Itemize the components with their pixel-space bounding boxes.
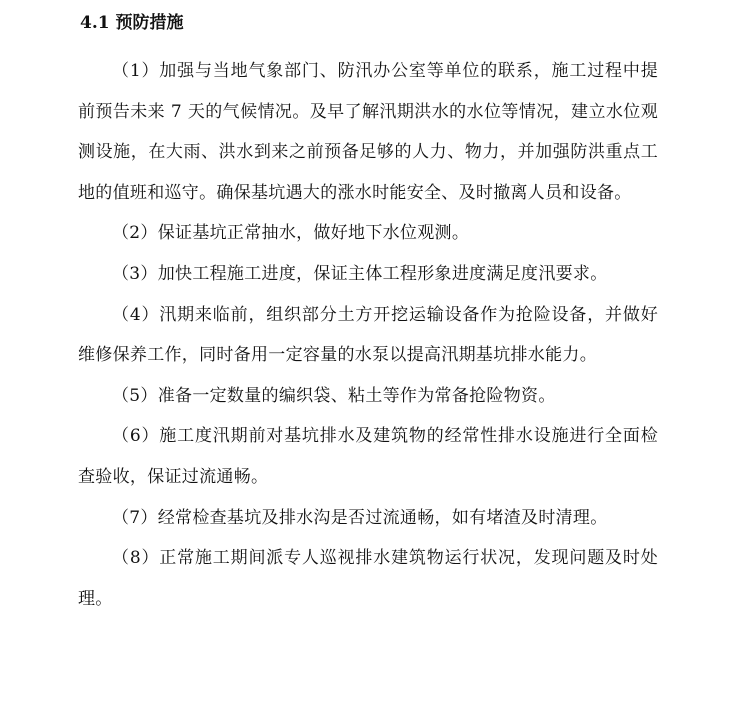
section-heading: 4.1 预防措施 [80, 13, 184, 33]
paragraph-5: （5）准备一定数量的编织袋、粘土等作为常备抢险物资。 [112, 385, 556, 406]
paragraph-6: （6）施工度汛期前对基坑排水及建筑物的经常性排水设施进行全面检查验收，保证过流通畅。 [78, 426, 658, 487]
paragraph-1: （1）加强与当地气象部门、防汛办公室等单位的联系，施工过程中提前预告未来 7 天的气候情况。及早了解汛期洪水的水位等情况，建立水位观测设施，在大雨、洪水到来之前预备足够的人力、物力，并加强防洪重点工地的值班和巡守。确保基坑遇大的涨水时能安全、及时撤离人员和设备。 [78, 61, 658, 203]
paragraph-2: （2）保证基坑正常抽水，做好地下水位观测。 [112, 223, 470, 244]
paragraph-7: （7）经常检查基坑及排水沟是否过流通畅，如有堵渣及时清理。 [112, 507, 608, 528]
paragraph-3: （3）加快工程施工进度，保证主体工程形象进度满足度汛要求。 [112, 263, 608, 284]
section-body [78, 51, 658, 619]
paragraph-8: （8）正常施工期间派专人巡视排水建筑物运行状况，发现问题及时处理。 [78, 548, 658, 609]
paragraph-4: （4）汛期来临前，组织部分土方开挖运输设备作为抢险设备，并做好维修保养工作，同时备用一定容量的水泵以提高汛期基坑排水能力。 [78, 304, 658, 366]
